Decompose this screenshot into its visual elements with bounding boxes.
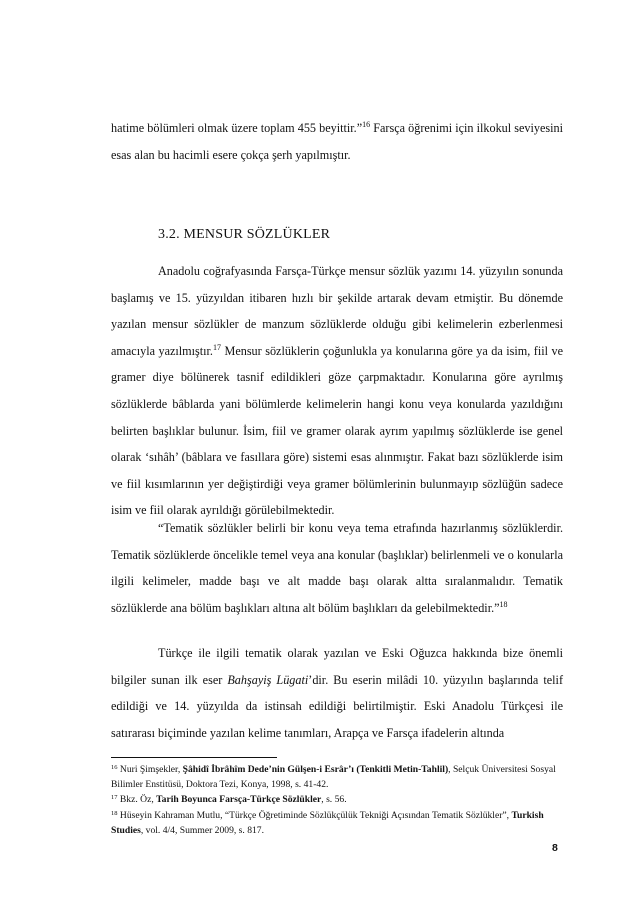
footnote-text: Bkz. Öz, bbox=[117, 794, 157, 806]
footnote-title: Şâhidî İbrâhîm Dede’nin Gülşen-i Esrâr’ı (Tenkitli Metin-Tahlil) bbox=[182, 764, 449, 775]
footnote-17 bbox=[111, 792, 563, 807]
footnote-text: Hüseyin Kahraman Mutlu, “Türkçe Öğretiminde Sözlükçülük Tekniği Açısından Tematik Sözlükler”, bbox=[117, 809, 512, 821]
footnote-text: , Selçuk Üniversitesi Sosyal Bilimler Enstitüsü, Doktora Tezi, Konya, 1998, s. 41-42. bbox=[111, 764, 556, 791]
footnote-number: 16 bbox=[111, 764, 118, 771]
footnote-text: , vol. 4/4, Summer 2009, s. 817. bbox=[140, 824, 264, 836]
footnote-ref-16[interactable]: 16 bbox=[362, 120, 371, 129]
footnote-text: Nuri Şimşekler, bbox=[117, 764, 183, 775]
footnote-18 bbox=[111, 808, 563, 838]
paragraph-1 bbox=[111, 258, 563, 524]
footnote-number: 17 bbox=[111, 794, 118, 802]
text-run: “Tematik sözlükler belirli bir konu veya tema etrafında hazırlanmış sözlüklerdir. Tematik sözlüklerde öncelikle temel veya ana konular (başlıklar) belirlenmeli ve o konularla ilgili kelimeler, madde başı ve alt madde başı olarak altta sıralanmalıdır. Tematik sözlüklerde ana bölüm başlıkları altına alt bölüm başlıkları da gelebilmektedir.” bbox=[111, 521, 563, 615]
footnote-separator bbox=[111, 757, 277, 758]
text-run: Türkçe ile ilgili tematik olarak yazılan ve Eski Oğuzca hakkında bize önemli bilgiler sunan ilk eser bbox=[111, 646, 563, 687]
footnote-16 bbox=[111, 762, 563, 792]
footnote-ref-18[interactable]: 18 bbox=[499, 599, 508, 609]
text-run: ’dir. Bu eserin milâdi 10. yüzyılın başlarında telif edildiği ve 14. yüzyılda da istinsah edildiği belirtilmiştir. Eski Anadolu Türkçesi ile satırarası biçiminde yazılan kelime tanımları, Arapça ve Farsça ifadelerin altında bbox=[111, 672, 563, 740]
text-run: Anadolu coğrafyasında Farsça-Türkçe mensur sözlük yazımı 14. yüzyılın sonunda başlamış ve 15. yüzyıldan itibaren hızlı bir şekilde artarak devam etmiştir. Bu dönemde yazılan mensur sözlükler de manzum sözlüklerde olduğu gibi kelimelerin ezberlenmesi amacıyla yazılmıştır. bbox=[111, 264, 563, 358]
paragraph-3 bbox=[111, 640, 563, 746]
work-title: Bahşayiş Lügati bbox=[227, 672, 309, 687]
page-number: 8 bbox=[552, 842, 558, 854]
footnote-text: , s. 56. bbox=[321, 794, 347, 806]
footnote-number: 18 bbox=[111, 809, 118, 817]
footnote-title: Tarih Boyunca Farsça-Türkçe Sözlükler bbox=[156, 794, 322, 806]
footnotes bbox=[111, 762, 563, 838]
footnote-title: Turkish Studies bbox=[111, 809, 544, 836]
section-heading: 3.2. MENSUR SÖZLÜKLER bbox=[158, 227, 331, 242]
footnote-ref-17[interactable]: 17 bbox=[212, 342, 221, 352]
text-run: Mensur sözlüklerin çoğunlukla ya konularına göre ya da isim, fiil ve gramer diye bölünerek tasnif edildikleri göze çarpmaktadır. Konularına göre ayrılmış sözlüklerde bâblarda yani bölümlerde kelimelerin hangi konu veya konularda yazıldığını belirten başlıklar bulunur. İsim, fiil ve gramer olarak ayrım yapılmış sözlüklerde ise genel olarak ‘sıhâh’ (bâblara ve fasıllara göre) sistemi esas alınmıştır. Fakat bazı sözlüklerde isim ve fiil kısımlarının yer değiştirdiği veya gramer bölümlerinin bulunmayıp sözlüğün sadece isim ve fiil olarak ayrıldığı görülebilmektedir. bbox=[111, 343, 563, 518]
paragraph-2-quote bbox=[111, 515, 563, 621]
paragraph-continuation bbox=[111, 115, 563, 168]
text-run: Farsça öğrenimi için ilkokul seviyesini esas alan bu hacimli esere çokça şerh yapılmıştır. bbox=[111, 121, 563, 162]
text-run: hatime bölümleri olmak üzere toplam 455 beyittir.” bbox=[111, 121, 363, 135]
